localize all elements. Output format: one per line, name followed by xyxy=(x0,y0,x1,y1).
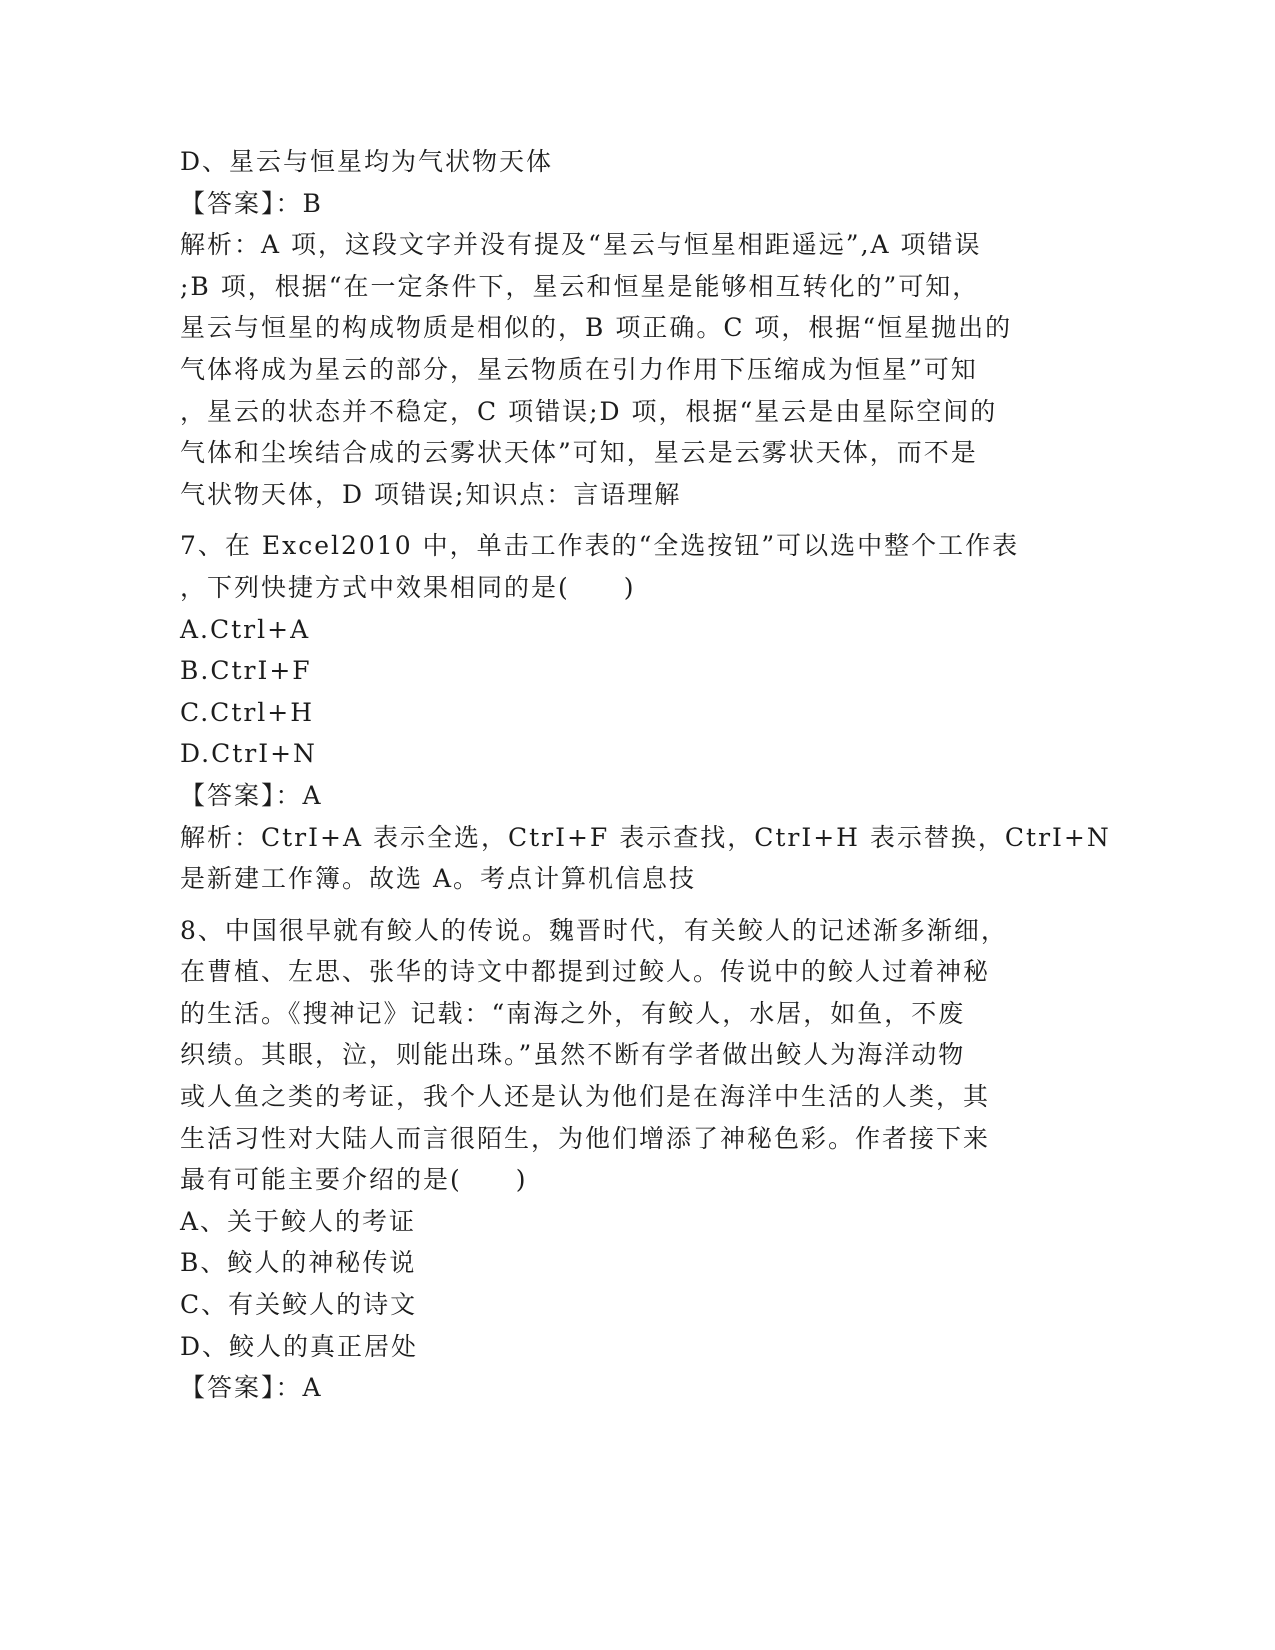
q8-stem-line: 8、中国很早就有鲛人的传说。魏晋时代，有关鲛人的记述渐多渐细， xyxy=(180,915,1008,945)
section-gap xyxy=(180,900,1060,910)
q8-option-d: D、鲛人的真正居处 xyxy=(180,1331,419,1361)
section-gap xyxy=(180,515,1060,525)
q7-option-c: C.Ctrl+H xyxy=(180,697,315,727)
q6-option-d: D、星云与恒星均为气状物天体 xyxy=(180,147,554,176)
q6-answer: 【答案】：B xyxy=(180,188,323,218)
q7-stem-line: 7、在 Excel2010 中，单击工作表的“全选按钮”可以选中整个工作表 xyxy=(180,531,1020,561)
q8-stem-line: 生活习性对大陆人而言很陌生，为他们增添了神秘色彩。作者接下来 xyxy=(180,1123,991,1153)
q7-analysis-line: 是新建工作簿。故选 A。考点计算机信息技 xyxy=(180,864,697,894)
q6-analysis-line: 气体将成为星云的部分，星云物质在引力作用下压缩成为恒星”可知 xyxy=(180,354,978,384)
q8-stem-line: 或人鱼之类的考证，我个人还是认为他们是在海洋中生活的人类，其 xyxy=(180,1082,991,1112)
q6-analysis-line: 气状物天体，D 项错误;知识点：言语理解 xyxy=(180,479,682,509)
q6-analysis-line: ，星云的状态并不稳定，C 项错误;D 项，根据“星云是由星际空间的 xyxy=(180,396,998,426)
q8-stem-line: 最有可能主要介绍的是( ) xyxy=(180,1165,528,1195)
question-6-section xyxy=(180,141,1060,515)
q8-option-a: A、关于鲛人的考证 xyxy=(180,1206,417,1236)
document-page xyxy=(180,141,1111,1409)
q7-option-d: D.CtrI+N xyxy=(180,739,317,769)
q8-answer: 【答案】：A xyxy=(180,1373,323,1403)
q6-analysis-line: 星云与恒星的构成物质是相似的，B 项正确。C 项，根据“恒星抛出的 xyxy=(180,313,1013,343)
q8-stem-line: 的生活。《搜神记》记载：“南海之外，有鲛人，水居，如鱼，不废 xyxy=(180,998,966,1028)
q6-analysis-line: 气体和尘埃结合成的云雾状天体”可知，星云是云雾状天体，而不是 xyxy=(180,438,978,468)
question-7-section xyxy=(180,525,1111,899)
q7-stem-line: ，下列快捷方式中效果相同的是( ) xyxy=(180,572,636,602)
q8-option-b: B、鲛人的神秘传说 xyxy=(180,1248,417,1278)
q7-answer: 【答案】：A xyxy=(180,780,323,810)
q7-option-b: B.CtrI+F xyxy=(180,656,312,686)
q6-analysis-line: 解析：A 项，这段文字并没有提及“星云与恒星相距遥远”,A 项错误 xyxy=(180,230,982,260)
q8-stem-line: 织绩。其眼，泣，则能出珠。”虽然不断有学者做出鲛人为海洋动物 xyxy=(180,1040,966,1070)
q6-analysis-line: ;B 项，根据“在一定条件下，星云和恒星是能够相互转化的”可知， xyxy=(180,271,980,301)
q7-analysis-line: 解析：CtrI+A 表示全选，CtrI+F 表示查找，CtrI+H 表示替换，CtrI+N xyxy=(180,822,1111,852)
q7-option-a: A.Ctrl+A xyxy=(180,614,311,644)
question-8-section xyxy=(180,910,1060,1409)
q8-option-c: C、有关鲛人的诗文 xyxy=(180,1290,418,1320)
q8-stem-line: 在曹植、左思、张华的诗文中都提到过鲛人。传说中的鲛人过着神秘 xyxy=(180,957,991,987)
